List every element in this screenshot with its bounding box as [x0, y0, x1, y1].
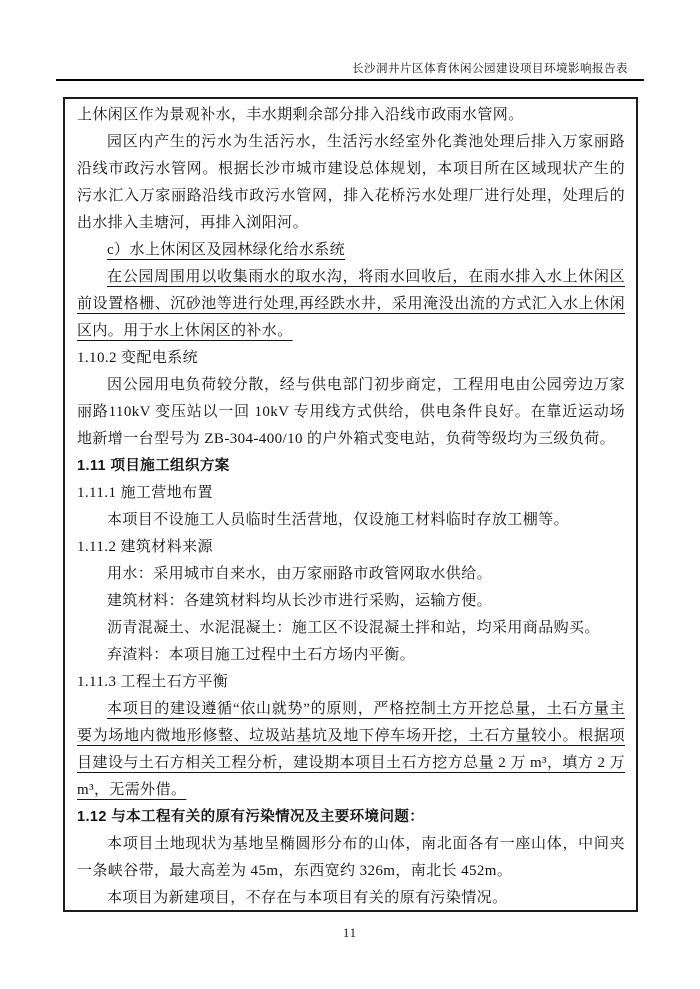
paragraph: 本项目的建设遵循“依山就势”的原则，严格控制土方开挖总量，土石方量主要为场地内微地形修整、垃圾站基坑及地下停车场开挖，土石方量较小。根据项目建设与土石方相关工程分析，建设期本项目土石方挖方总量 2 万 m³，填方 2 万 m³，无需外借。: [77, 701, 625, 798]
paragraph: 用水：采用城市自来水，由万家丽路市政管网取水供给。: [107, 566, 493, 582]
paragraph: 上休闲区作为景观补水，丰水期剩余部分排入沿线市政雨水管网。: [77, 107, 524, 123]
paragraph: 1.11 项目施工组织方案: [77, 458, 230, 474]
page-number: 11: [342, 926, 358, 940]
paragraph: 本项目不设施工人员临时生活营地，仅设施工材料临时存放工棚等。: [107, 512, 570, 528]
header-title: 长沙洞井片区体育休闲公园建设项目环境影响报告表: [352, 63, 628, 75]
paragraph: 沥青混凝土、水泥混凝土：施工区不设混凝土拌和站，均采用商品购买。: [107, 620, 600, 636]
paragraph: 建筑材料：各建筑材料均从长沙市进行采购，运输方便。: [107, 593, 493, 609]
paragraph: 1.11.1 施工营地布置: [77, 485, 213, 501]
paragraph: 1.12 与本工程有关的原有污染情况及主要环境问题：: [77, 809, 425, 825]
header-rule: [56, 79, 644, 81]
paragraph: 园区内产生的污水为生活污水，生活污水经室外化粪池处理后排入万家丽路沿线市政污水管网。根据长沙市城市建设总体规划，本项目所在区域现状产生的污水汇入万家丽路沿线市政污水管网，排入花桥污水处理厂进行处理，处理后的出水排入圭塘河，再排入浏阳河。: [77, 134, 625, 231]
paragraph: 1.11.3 工程土石方平衡: [77, 674, 229, 690]
paragraph: 因公园用电负荷较分散，经与供电部门初步商定，工程用电由公园旁边万家丽路110kV 变压站以一回 10kV 专用线方式供给，供电条件良好。在靠近运动场地新增一台型号为 ZB-304-400/10 的户外箱式变电站，负荷等级均为三级负荷。: [77, 377, 625, 447]
paragraph: 1.11.2 建筑材料来源: [77, 539, 213, 555]
paragraph: 本项目为新建项目，不存在与本项目有关的原有污染情况。: [107, 890, 508, 906]
paragraph: c）水上休闲区及园林绿化给水系统: [107, 242, 346, 258]
paragraph: 弃渣料：本项目施工过程中土石方场内平衡。: [107, 647, 416, 663]
page-footer: [0, 924, 700, 942]
paragraph: 1.10.2 变配电系统: [77, 350, 199, 366]
content-box: [63, 97, 638, 912]
paragraph: 本项目土地现状为基地呈椭圆形分布的山体，南北面各有一座山体，中间夹一条峡谷带，最大高差为 45m，东西宽约 326m，南北长 452m。: [77, 836, 625, 879]
paragraph: 在公园周围用以收集雨水的取水沟，将雨水回收后，在雨水排入水上休闲区前设置格栅、沉砂池等进行处理,再经跌水井，采用淹没出流的方式汇入水上休闲区内。用于水上休闲区的补水。: [77, 269, 625, 339]
